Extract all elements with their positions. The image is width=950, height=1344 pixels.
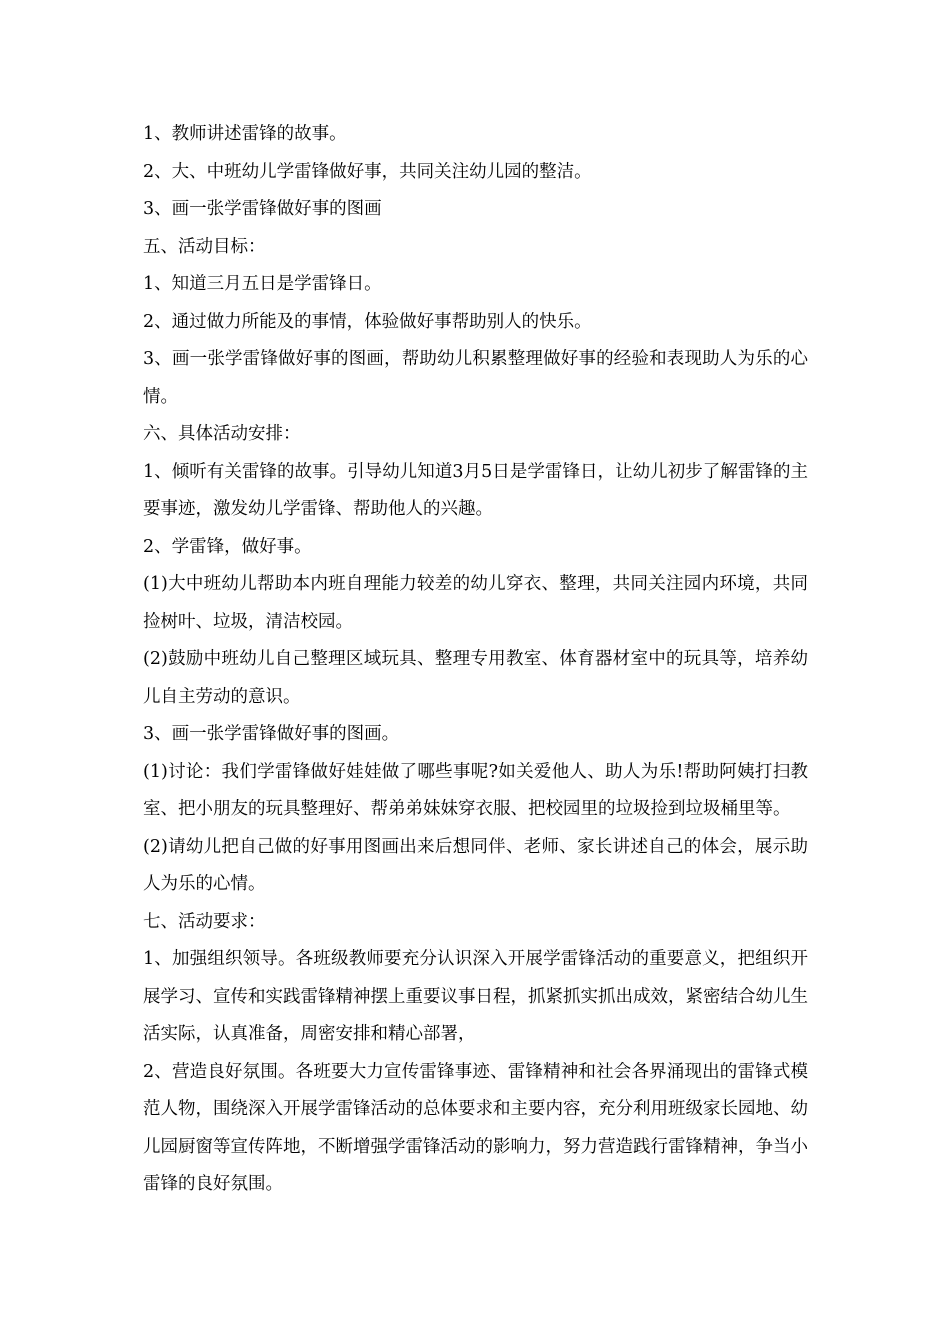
paragraph-goal-3: 3、画一张学雷锋做好事的图画，帮助幼儿积累整理做好事的经验和表现助人为乐的心情。 [143, 349, 808, 407]
paragraph-goal-2: 2、通过做力所能及的事情，体验做好事帮助别人的快乐。 [143, 311, 592, 332]
section-heading-requirements: 七、活动要求： [143, 911, 266, 932]
paragraph-arrangement-3: 3、画一张学雷锋做好事的图画。 [143, 724, 400, 744]
paragraph-requirement-2: 2、营造良好氛围。各班要大力宣传雷锋事迹、雷锋精神和社会各界涌现出的雷锋式模范人物，围绕深入开展学雷锋活动的总体要求和主要内容，充分利用班级家长园地、幼儿园厨窗等宣传阵地，不断增强学雷锋活动的影响力，努力营造践行雷锋精神，争当小雷锋的良好氛围。 [143, 1061, 808, 1194]
paragraph-arrangement-2: 2、学雷锋，做好事。 [143, 536, 312, 557]
paragraph-arrangement-2-item-1: (1)大中班幼儿帮助本内班自理能力较差的幼儿穿衣、整理，共同关注园内环境，共同捡树叶、垃圾，清洁校园。 [143, 574, 808, 632]
document-body [143, 116, 808, 1204]
section-heading-goals: 五、活动目标： [143, 236, 266, 257]
paragraph-arrangement-3-item-2: (2)请幼儿把自己做的好事用图画出来后想同伴、老师、家长讲述自己的体会，展示助人为乐的心情。 [143, 836, 808, 894]
paragraph-arrangement-3-item-1: (1)讨论：我们学雷锋做好娃娃做了哪些事呢?如关爱他人、助人为乐!帮助阿姨打扫教室、把小朋友的玩具整理好、帮弟弟妹妹穿衣服、把校园里的垃圾捡到垃圾桶里等。 [143, 761, 808, 819]
section-heading-arrangement: 六、具体活动安排： [143, 424, 301, 444]
paragraph-arrangement-2-item-2: (2)鼓励中班幼儿自己整理区域玩具、整理专用教室、体育器材室中的玩具等，培养幼儿自主劳动的意识。 [143, 649, 808, 707]
paragraph-arrangement-1: 1、倾听有关雷锋的故事。引导幼儿知道3月5日是学雷锋日，让幼儿初步了解雷锋的主要事迹，激发幼儿学雷锋、帮助他人的兴趣。 [143, 461, 808, 519]
paragraph-draw-picture: 3、画一张学雷锋做好事的图画 [143, 199, 382, 219]
paragraph-good-deeds: 2、大、中班幼儿学雷锋做好事，共同关注幼儿园的整洁。 [143, 161, 592, 182]
paragraph-requirement-1: 1、加强组织领导。各班级教师要充分认识深入开展学雷锋活动的重要意义，把组织开展学习、宣传和实践雷锋精神摆上重要议事日程，抓紧抓实抓出成效，紧密结合幼儿生活实际，认真准备，周密安排和精心部署， [143, 949, 808, 1044]
paragraph-teacher-story: 1、教师讲述雷锋的故事。 [143, 124, 347, 144]
paragraph-goal-1: 1、知道三月五日是学雷锋日。 [143, 274, 382, 294]
